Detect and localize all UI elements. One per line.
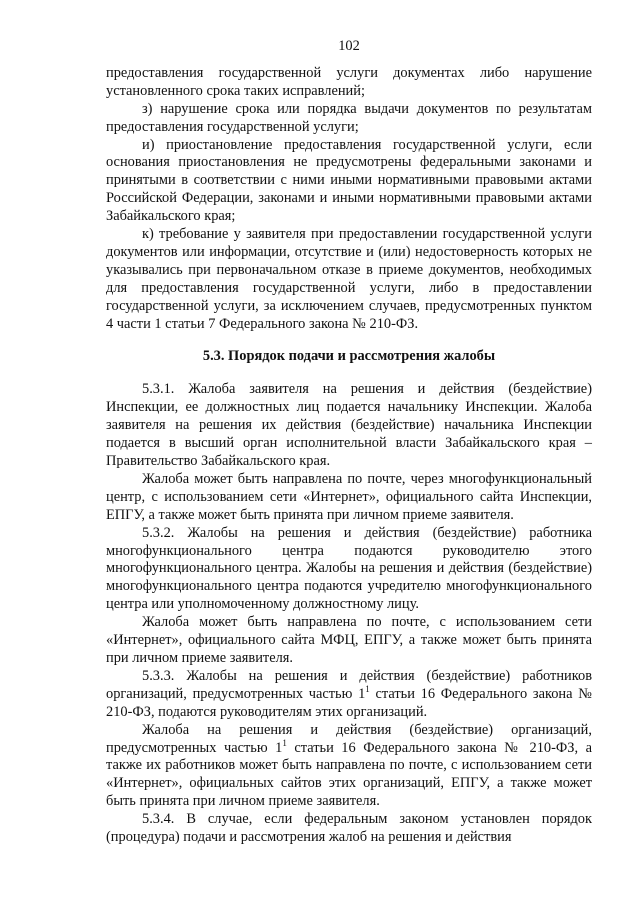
paragraph-5-3-3-channels-text-start: Жалоба на решения и действия (бездействие) организаций, предусмотренных частью 1 (106, 721, 592, 756)
page-number: 102 (338, 38, 360, 54)
paragraph-item-i: и) приостановление предоставления государственной услуги, если основания приостановления не предусмотрены федеральными законами и принятыми в соответствии с ними иными нормативными правовыми актами Российской Федерации, законами и иными нормативными правовыми актами Забайкальского края; (106, 136, 592, 225)
paragraph-item-k: к) требование у заявителя при предоставлении государственной услуги документов или информации, отсутствие и (или) недостоверность которых не указывались при первоначальном отказе в приеме документов, необходимых для предоставления государственной услуги, либо в предоставлении государственной услуги, за исключением случаев, предусмотренных пунктом 4 части 1 статьи 7 Федерального закона № 210-ФЗ. (106, 226, 592, 332)
paragraph-5-3-3 (106, 668, 592, 722)
paragraph-item-z: з) нарушение срока или порядка выдачи документов по результатам предоставления государственной услуги; (106, 100, 592, 135)
paragraph-5-3-4: 5.3.4. В случае, если федеральным законом установлен порядок (процедура) подачи и рассмотрения жалоб на решения и действия (106, 811, 592, 846)
superscript-reference: 1 (282, 737, 287, 748)
paragraph-5-3-3-text-start: 5.3.3. Жалобы на решения и действия (бездействие) работников организаций, предусмотренных частью 1 (106, 667, 592, 702)
paragraph-5-3-1-channels: Жалоба может быть направлена по почте, через многофункциональный центр, с использованием сети «Интернет», официального сайта Инспекции, ЕПГУ, а также может быть принята при личном приеме заявителя. (106, 470, 592, 523)
section-heading: 5.3. Порядок подачи и рассмотрения жалобы (202, 347, 496, 364)
superscript-reference: 1 (365, 684, 370, 695)
paragraph-5-3-1: 5.3.1. Жалоба заявителя на решения и действия (бездействие) Инспекции, ее должностных лиц подается начальнику Инспекции. Жалоба заявителя на решения их действия (бездействие) начальника Инспекции подается в высший орган исполнительной власти Забайкальского края – Правительство Забайкальского края. (106, 381, 592, 470)
paragraph-5-3-3-channels (106, 722, 592, 812)
paragraph-continuation: предоставления государственной услуги документах либо нарушение установленного срока таких исправлений; (106, 64, 592, 99)
paragraph-5-3-3-text-end: статьи 16 Федерального закона № 210-ФЗ, подаются руководителям этих организаций. (106, 685, 592, 720)
paragraph-5-3-3-channels-text-end: статьи 16 Федерального закона № 210-ФЗ, а также их работников может быть направлена по почте, с использованием сети «Интернет», официальных сайтов этих организаций, ЕПГУ, а также может быть принята при личном приеме заявителя. (106, 739, 592, 810)
paragraph-5-3-2-channels: Жалоба может быть направлена по почте, с использованием сети «Интернет», официального сайта МФЦ, ЕПГУ, а также может быть принята при личном приеме заявителя. (106, 614, 592, 666)
paragraph-5-3-2: 5.3.2. Жалобы на решения и действия (бездействие) работника многофункционального центра подаются руководителю этого многофункционального центра. Жалобы на решения и действия (бездействие) многофункционального центра подаются учредителю многофункционального центра или уполномоченному должностному лицу. (106, 524, 592, 613)
